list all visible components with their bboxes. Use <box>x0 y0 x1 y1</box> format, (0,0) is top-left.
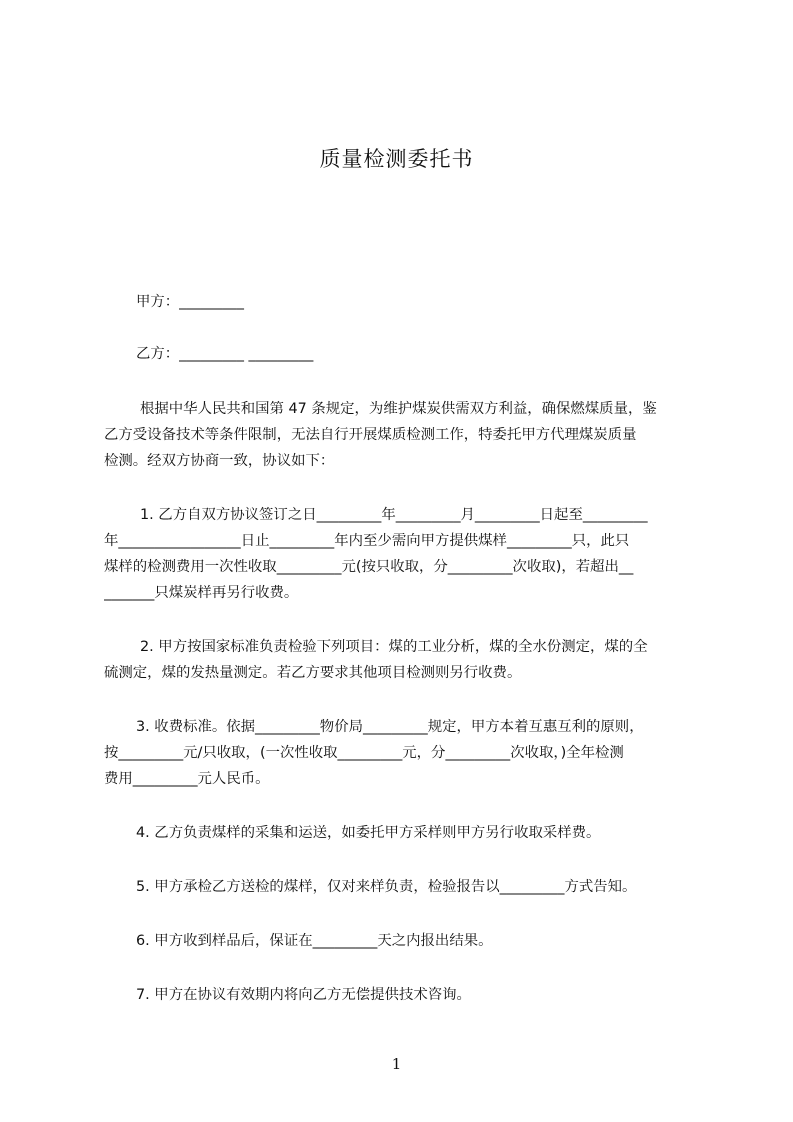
intro-line: 根据中华人民共和国第 47 条规定，为维护煤炭供需双方利益，确保燃煤质量，鉴 <box>140 401 657 417</box>
clause-1 <box>104 502 700 606</box>
clause-5-line: 5. 甲方承检乙方送检的煤样，仅对来样负责，检验报告以_________方式告知。 <box>136 879 637 895</box>
clause-1-line: _______只煤炭样再另行收费。 <box>104 585 299 601</box>
clause-7-line: 7. 甲方在协议有效期内将向乙方无偿提供技术咨询。 <box>136 987 471 1003</box>
party-a-text: 甲方：_________ <box>136 294 244 310</box>
clause-6-line: 6. 甲方收到样品后，保证在_________天之内报出结果。 <box>136 933 493 949</box>
clause-3-line: 按_________元/只收取，(一次性收取_________元，分_________次收取，)全年检测 <box>104 745 624 761</box>
clause-3-line: 费用_________元人民币。 <box>104 771 270 787</box>
clause-5 <box>136 874 732 900</box>
clause-2-line: 2. 甲方按国家标准负责检验下列项目：煤的工业分析，煤的全水份测定，煤的全 <box>140 639 648 655</box>
clause-2 <box>104 634 700 686</box>
page-title: 质量检测委托书 <box>319 147 474 171</box>
party-b-line <box>136 341 732 367</box>
clause-3-line: 3. 收费标准。依据_________物价局_________规定，甲方本着互惠互利的原则， <box>136 719 644 735</box>
clause-6 <box>136 928 732 954</box>
intro-paragraph <box>104 396 700 474</box>
intro-line: 检测。经双方协商一致，协议如下： <box>104 453 335 469</box>
party-b-text: 乙方：_________ _________ <box>136 346 314 362</box>
clause-7 <box>136 982 732 1008</box>
clause-4 <box>136 820 732 846</box>
page-number: 1 <box>391 1055 402 1073</box>
clause-1-line: 煤样的检测费用一次性收取_________元(按只收取，分_________次收取)，若超出__ <box>104 559 634 575</box>
clause-1-line: 1. 乙方自双方协议签订之日_________年_________月_________日起至_________ <box>140 507 648 523</box>
clause-2-line: 硫测定，煤的发热量测定。若乙方要求其他项目检测则另行收费。 <box>104 665 522 681</box>
intro-line: 乙方受设备技术等条件限制，无法自行开展煤质检测工作，特委托甲方代理煤炭质量 <box>104 427 637 443</box>
clause-1-line: 年_________________日止_________年内至少需向甲方提供煤样_________只，此只 <box>104 533 630 549</box>
party-a-line <box>136 289 732 315</box>
clause-4-line: 4. 乙方负责煤样的采集和运送，如委托甲方采样则甲方另行收取采样费。 <box>136 825 601 841</box>
clause-3 <box>104 714 700 792</box>
